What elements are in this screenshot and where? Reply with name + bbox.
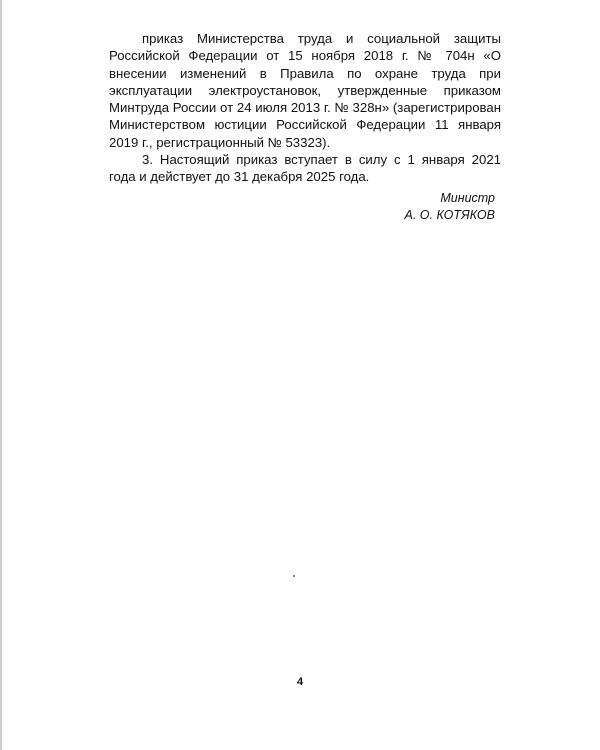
page-number: 4 — [296, 676, 304, 688]
signature-block — [405, 190, 496, 224]
page-edge — [0, 0, 2, 750]
document-body — [109, 30, 501, 186]
signer-title: Министр — [440, 191, 495, 205]
paragraph-amendment-reference: приказ Министерства труда и социальной защиты Российской Федерации от 15 ноября 2018 г. № 704н «О внесении изменений в Правила по охране труда при эксплуатации электроустановок, утвержденные приказом Минтруда России от 24 июля 2013 г. № 328н» (зарегистрирован Министерством юстиции Российской Федерации 11 января 2019 г., регистрационный № 53323). — [109, 31, 501, 150]
print-speck — [293, 575, 295, 577]
signer-name: А. О. КОТЯКОВ — [404, 208, 495, 222]
paragraph-effective-dates: 3. Настоящий приказ вступает в силу с 1 января 2021 года и действует до 31 декабря 2025 года. — [109, 152, 501, 185]
